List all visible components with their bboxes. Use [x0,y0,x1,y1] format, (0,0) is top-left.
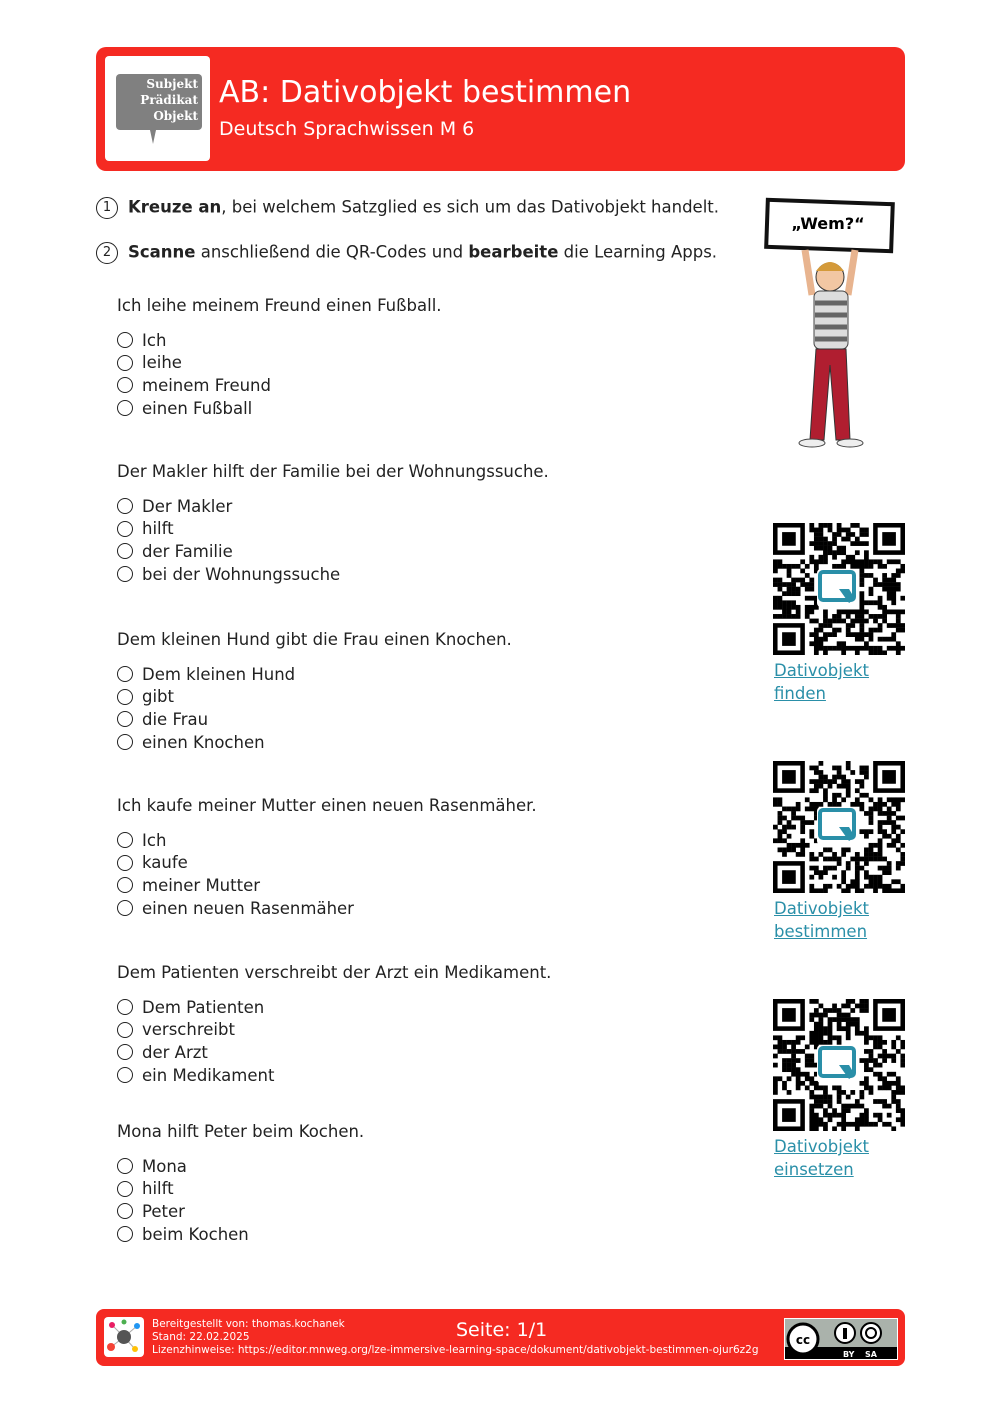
step-number: 1 [96,197,118,219]
radio-circle[interactable] [117,877,133,893]
option-label: einen Fußball [142,398,253,418]
option-label: Mona [142,1156,187,1176]
instruction-bold: Kreuze an [128,197,222,217]
question-4 [117,796,537,919]
logo-line: Objekt [153,109,198,123]
link-line[interactable]: einsetzen [774,1159,854,1179]
radio-circle[interactable] [117,377,133,393]
link-line[interactable]: Dativobjekt [774,661,869,680]
answer-option[interactable] [117,874,537,897]
answer-option[interactable] [117,686,512,709]
answer-option[interactable] [117,518,549,541]
answer-option[interactable] [117,708,512,731]
option-label: der Familie [142,541,233,561]
answer-option[interactable] [117,1178,364,1201]
logo-line: Prädikat [140,93,198,107]
question-sentence: Der Makler hilft der Familie bei der Wohnungssuche. [117,462,549,481]
learning-app-link[interactable] [774,898,869,943]
radio-circle[interactable] [117,666,133,682]
radio-circle[interactable] [117,832,133,848]
answer-option[interactable] [117,852,537,875]
radio-circle[interactable] [117,543,133,559]
radio-circle[interactable] [117,711,133,727]
option-label: Peter [142,1201,185,1221]
question-sentence: Dem Patienten verschreibt der Arzt ein Medikament. [117,963,552,982]
link-line[interactable]: finden [774,683,826,703]
answer-option[interactable] [117,1200,364,1223]
answer-option[interactable] [117,1155,364,1178]
link-line[interactable]: Dativobjekt [774,899,869,918]
answer-option[interactable] [117,1223,364,1246]
logo-line: Subjekt [146,77,198,91]
learning-app-link[interactable] [774,660,869,705]
answer-option[interactable] [117,495,549,518]
qr-code[interactable] [773,523,905,655]
radio-circle[interactable] [117,566,133,582]
answer-option[interactable] [117,563,549,586]
answer-option[interactable] [117,374,442,397]
speech-bubble-icon [116,74,202,130]
instruction-text: die Learning Apps. [558,242,718,262]
option-label: beim Kochen [142,1224,249,1244]
question-1 [117,296,442,419]
instruction-1 [96,197,719,219]
answer-option[interactable] [117,829,537,852]
logo [105,56,210,161]
option-label: meinem Freund [142,375,271,395]
option-label: kaufe [142,853,188,873]
answer-option[interactable] [117,663,512,686]
radio-circle[interactable] [117,400,133,416]
option-label: einen Knochen [142,732,265,752]
instruction-bold: bearbeite [468,242,559,262]
option-label: leihe [142,353,182,373]
radio-circle[interactable] [117,855,133,871]
header-banner [96,47,905,171]
option-label: bei der Wohnungssuche [142,564,341,584]
cc-by-label: BY [843,1350,855,1359]
option-label: hilft [142,1179,174,1199]
svg-text:cc: cc [795,1333,811,1347]
learning-app-link[interactable] [774,1136,869,1181]
date: Stand: 22.02.2025 [152,1331,250,1343]
answer-option[interactable] [117,1041,551,1064]
provided-by: Bereitgestellt von: thomas.kochanek [152,1318,345,1330]
link-line[interactable]: bestimmen [774,921,868,941]
option-label: gibt [142,687,175,707]
step-number: 2 [96,242,118,264]
option-label: meiner Mutter [142,875,261,895]
answer-option[interactable] [117,1064,551,1087]
instruction-text: , bei welchem Satzglied es sich um das Dativobjekt handelt. [221,197,719,217]
answer-option[interactable] [117,540,549,563]
instruction-2 [96,242,717,264]
radio-circle[interactable] [117,999,133,1015]
radio-circle[interactable] [117,1158,133,1174]
option-label: einen neuen Rasenmäher [142,898,354,918]
option-label: Dem Patienten [142,997,265,1017]
footer [96,1309,905,1366]
answer-option[interactable] [117,996,551,1019]
cc-by-sa-badge[interactable] [784,1318,898,1360]
sign-text: „Wem?“ [791,214,865,233]
question-sentence: Ich leihe meinem Freund einen Fußball. [117,296,442,315]
option-label: Dem kleinen Hund [142,664,296,684]
radio-circle[interactable] [117,1022,133,1038]
answer-option[interactable] [117,1019,551,1042]
page-title: AB: Dativobjekt bestimmen [219,75,632,110]
option-label: Ich [142,830,167,850]
question-sentence: Dem kleinen Hund gibt die Frau einen Knochen. [117,630,512,649]
instruction-bold: Scanne [128,242,196,262]
radio-circle[interactable] [117,521,133,537]
radio-circle[interactable] [117,900,133,916]
qr-code[interactable] [773,999,905,1131]
radio-circle[interactable] [117,1181,133,1197]
question-sentence: Ich kaufe meiner Mutter einen neuen Rasenmäher. [117,796,537,815]
cc-sa-label: SA [865,1350,877,1359]
option-label: hilft [142,519,174,539]
network-logo-icon [104,1317,144,1357]
page-number: Seite: 1/1 [456,1319,548,1341]
answer-option[interactable] [117,731,512,754]
radio-circle[interactable] [117,332,133,348]
question-3 [117,630,512,753]
question-2 [117,462,549,585]
radio-circle[interactable] [117,689,133,705]
option-label: Ich [142,330,167,350]
instruction-text: anschließend die QR-Codes und [195,242,469,262]
answer-option[interactable] [117,329,442,352]
radio-circle[interactable] [117,355,133,371]
radio-circle[interactable] [117,1067,133,1083]
question-sentence: Mona hilft Peter beim Kochen. [117,1122,365,1141]
link-line[interactable]: Dativobjekt [774,1137,869,1156]
option-label: ein Medikament [142,1065,275,1085]
answer-option[interactable] [117,397,442,420]
question-6 [117,1122,364,1245]
option-label: verschreibt [142,1020,235,1040]
radio-circle[interactable] [117,1203,133,1219]
option-label: der Arzt [142,1042,208,1062]
license-link[interactable]: Lizenzhinweise: https://editor.mnweg.org/lze-immersive-learning-space/dokument/dativobjekt-bestimmen-ojur6z2g [152,1344,759,1356]
radio-circle[interactable] [117,1226,133,1242]
radio-circle[interactable] [117,1044,133,1060]
question-5 [117,963,551,1086]
page-subtitle: Deutsch Sprachwissen M 6 [219,118,475,140]
boy-holding-sign-illustration [760,195,900,455]
radio-circle[interactable] [117,498,133,514]
option-label: die Frau [142,709,209,729]
qr-code[interactable] [773,761,905,893]
option-label: Der Makler [142,496,233,516]
answer-option[interactable] [117,352,442,375]
answer-option[interactable] [117,897,537,920]
radio-circle[interactable] [117,734,133,750]
